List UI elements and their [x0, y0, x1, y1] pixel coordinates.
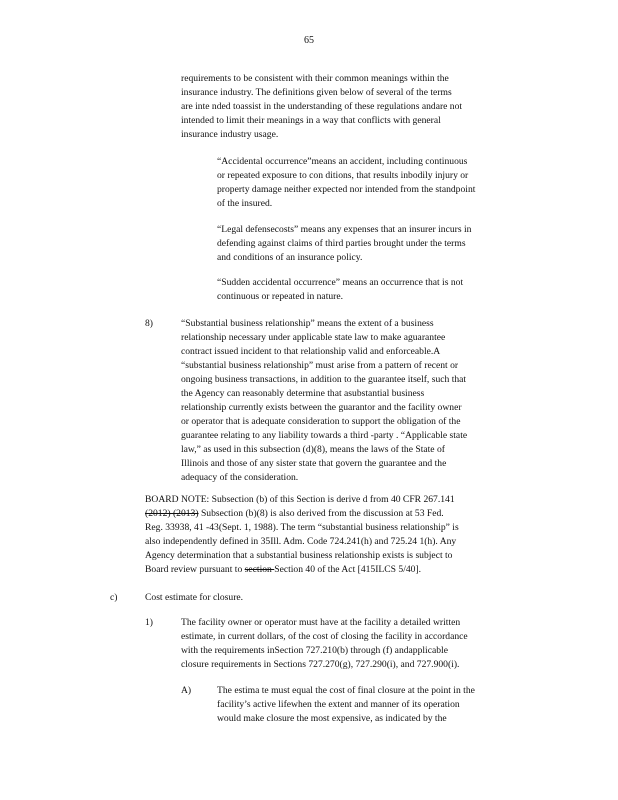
item-8-line: relationship necessary under applicable state law to make aguarantee — [181, 332, 446, 343]
item-8-line: the Agency can reasonably determine that asubstantial business — [181, 388, 425, 399]
definition-line: “Legal defensecosts” means any expenses that an insurer incurs in — [217, 224, 472, 235]
item-8-line: “substantial business relationship” must arise from a pattern of recent or — [181, 360, 459, 371]
board-note — [145, 493, 537, 577]
item-8-marker: 8) — [145, 318, 153, 329]
item-8-line: Illinois and those of any sister state that govern the guarantee and the — [181, 458, 447, 469]
item-8-line: contract issued incident to that relationship valid and enforceable.A — [181, 346, 441, 357]
board-note-line: also independently defined in 35Ill. Adm. Code 724.241(h) and 725.24 1(h). Any — [145, 536, 457, 547]
item-8-line: ongoing business transactions, in addition to the guarantee itself, such that — [181, 374, 467, 385]
deleted-text: section — [244, 564, 275, 575]
item-1-line: estimate, in current dollars, of the cost of closing the facility in accordance — [181, 631, 468, 642]
item-A-line: facility’s active lifewhen the extent and manner of its operation — [217, 699, 460, 710]
item-A-line: would make closure the most expensive, as indicated by the — [217, 713, 447, 724]
board-note-text: Subsection (b)(8) is also derived from the discussion at 53 Fed. — [198, 508, 444, 519]
definition-line: property damage neither expected nor intended from the standpoint — [217, 184, 476, 195]
deleted-text: (2012) (2013) — [145, 508, 199, 519]
item-8-line: guarantee relating to any liability towards a third -party . “Applicable state — [181, 430, 468, 441]
item-8-line: relationship currently exists between the guarantor and the facility owner — [181, 402, 462, 413]
item-8-line: law,” as used in this subsection (d)(8), means the laws of the State of — [181, 444, 445, 455]
board-note-line — [145, 563, 537, 577]
definition-line: defending against claims of third parties brought under the terms — [217, 238, 466, 249]
intro-line: are inte nded toassist in the understanding of these regulations andare not — [181, 101, 463, 112]
definition-accidental-occurrence — [217, 155, 537, 211]
item-8-line: or operator that is adequate consideration to support the obligation of the — [181, 416, 461, 427]
definition-line: continuous or repeated in nature. — [217, 291, 344, 302]
section-c-marker: c) — [110, 592, 118, 603]
intro-line: intended to limit their meanings in a way that conflicts with general — [181, 115, 441, 126]
page-number: 65 — [304, 35, 314, 46]
item-A-line: The estima te must equal the cost of final closure at the point in the — [217, 685, 475, 696]
definition-legal-defense-costs — [217, 223, 537, 265]
board-note-text: Section 40 of the Act [415ILCS 5/40]. — [274, 564, 422, 575]
intro-line: requirements to be consistent with their common meanings within the — [181, 73, 449, 84]
item-1-paragraph — [181, 616, 537, 672]
board-note-line: Reg. 33938, 41 -43(Sept. 1, 1988). The term “substantial business relationship” is — [145, 522, 459, 533]
definition-line: “Sudden accidental occurrence” means an occurrence that is not — [217, 277, 464, 288]
section-c-title: Cost estimate for closure. — [145, 592, 244, 603]
item-8-line: “Substantial business relationship” means the extent of a business — [181, 318, 434, 329]
item-1-line: The facility owner or operator must have at the facility a detailed written — [181, 617, 461, 628]
definition-line: of the insured. — [217, 198, 273, 209]
item-8-line: adequacy of the consideration. — [181, 472, 299, 483]
board-note-text: Board review pursuant to — [145, 564, 245, 575]
definition-line: and conditions of an insurance policy. — [217, 252, 363, 263]
definition-line: “Accidental occurrence”means an accident, including continuous — [217, 156, 468, 167]
item-1-marker: 1) — [145, 617, 153, 628]
intro-paragraph — [181, 72, 516, 142]
board-note-line — [145, 507, 537, 521]
board-note-line: Agency determination that a substantial business relationship exists is subject to — [145, 550, 453, 561]
item-1-line: with the requirements inSection 727.210(b) through (f) andapplicable — [181, 645, 448, 656]
board-note-line: BOARD NOTE: Subsection (b) of this Section is derive d from 40 CFR 267.141 — [145, 494, 455, 505]
item-A-marker: A) — [181, 685, 192, 696]
item-8-paragraph — [181, 317, 537, 485]
item-1-line: closure requirements in Sections 727.270(g), 727.290(i), and 727.900(i). — [181, 659, 460, 670]
intro-line: insurance industry usage. — [181, 129, 279, 140]
intro-line: insurance industry. The definitions given below of several of the terms — [181, 87, 452, 98]
item-A-paragraph — [217, 684, 537, 726]
definition-sudden-accidental-occurrence — [217, 276, 537, 304]
definition-line: or repeated exposure to con ditions, that results inbodily injury or — [217, 170, 469, 181]
